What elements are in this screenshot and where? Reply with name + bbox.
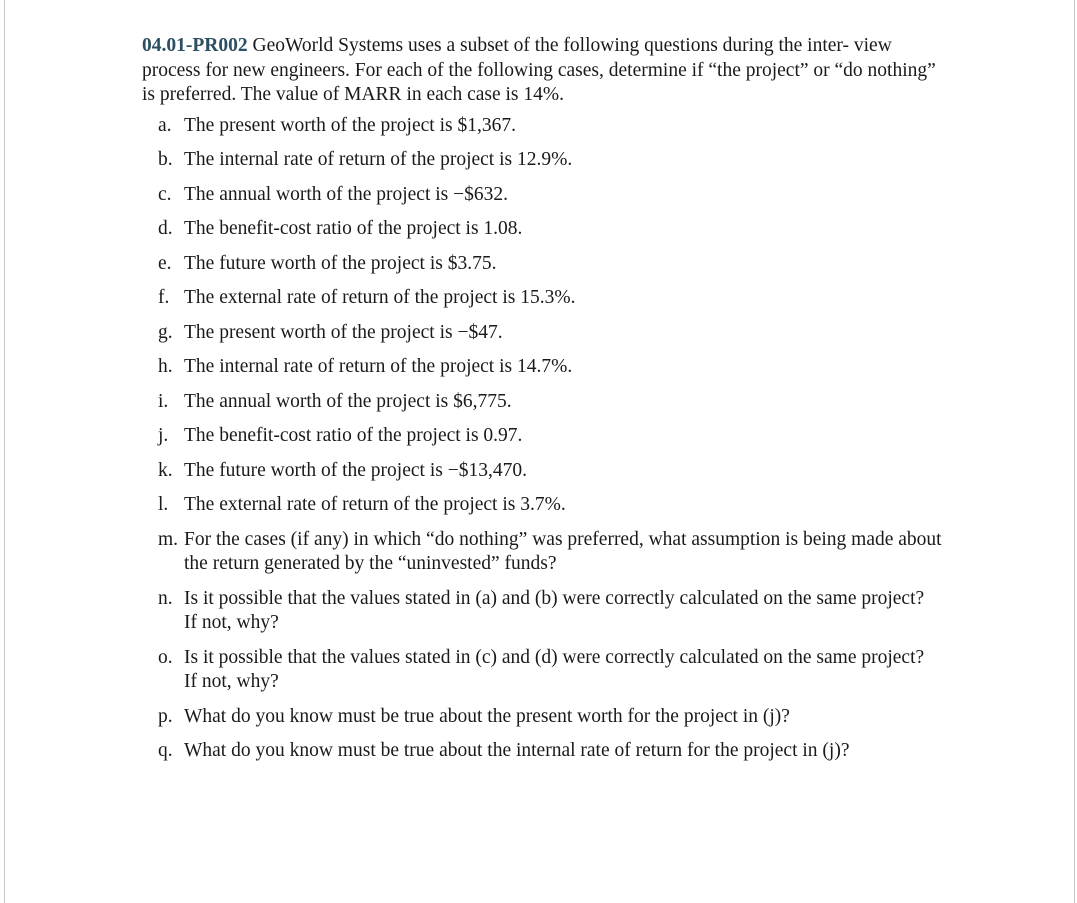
question-label: k. (158, 459, 173, 481)
question-item (142, 286, 942, 311)
question-text: Is it possible that the values stated in (a) and (b) were correctly calculated on the same project? If not, why? (184, 587, 925, 633)
question-label: q. (158, 740, 173, 761)
question-text: The future worth of the project is −$13,470. (184, 459, 527, 481)
problem-intro (142, 34, 942, 108)
question-text: What do you know must be true about the internal rate of return for the project in (j)? (184, 740, 850, 761)
question-text: What do you know must be true about the present worth for the project in (j)? (184, 705, 790, 727)
question-text: The future worth of the project is $3.75. (184, 252, 497, 274)
question-list (142, 114, 942, 764)
question-item (142, 587, 942, 636)
question-item (142, 705, 942, 730)
question-label: d. (158, 218, 173, 239)
question-text: The benefit-cost ratio of the project is 0.97. (184, 425, 523, 446)
question-text: The external rate of return of the project is 15.3%. (184, 287, 576, 308)
question-item (142, 148, 942, 173)
question-label: n. (158, 587, 173, 609)
question-text: The present worth of the project is $1,367. (184, 114, 516, 136)
question-item (142, 528, 942, 577)
question-label: i. (158, 390, 169, 412)
question-text: The present worth of the project is −$47. (184, 321, 503, 343)
question-label: g. (158, 321, 173, 343)
question-item (142, 321, 942, 346)
question-text: The internal rate of return of the project is 14.7%. (184, 356, 573, 377)
question-item (142, 183, 942, 208)
question-item (142, 217, 942, 242)
question-label: l. (158, 494, 169, 515)
question-item (142, 424, 942, 449)
question-label: b. (158, 149, 173, 170)
question-item (142, 355, 942, 380)
question-label: f. (158, 287, 170, 308)
question-item (142, 252, 942, 277)
question-text: Is it possible that the values stated in (c) and (d) were correctly calculated on the same project? If not, why? (184, 646, 925, 692)
question-text: The annual worth of the project is $6,775. (184, 390, 512, 412)
question-label: j. (158, 425, 169, 446)
question-label: h. (158, 356, 173, 377)
question-text: For the cases (if any) in which “do nothing” was preferred, what assumption is being made about the return generated by the “uninvested” funds? (184, 528, 942, 574)
question-label: c. (158, 183, 172, 205)
question-item (142, 390, 942, 415)
question-item (142, 459, 942, 484)
question-text: The benefit-cost ratio of the project is 1.08. (184, 218, 523, 239)
question-label: a. (158, 114, 172, 136)
question-text: The annual worth of the project is −$632. (184, 183, 508, 205)
question-text: The external rate of return of the project is 3.7%. (184, 494, 566, 515)
question-item (142, 646, 942, 695)
question-item (142, 493, 942, 518)
question-label: o. (158, 646, 173, 668)
question-label: e. (158, 252, 172, 274)
question-item (142, 114, 942, 139)
problem-id: 04.01-PR002 (142, 35, 248, 56)
problem-block (142, 34, 942, 774)
problem-intro-text: GeoWorld Systems uses a subset of the following questions during the inter- view process for new engineers. For each of the following cases, determine if “the project” or “do nothing” is preferred. The value of MARR in each case is 14%. (142, 35, 936, 105)
question-item (142, 739, 942, 764)
question-label: m. (158, 528, 179, 550)
question-text: The internal rate of return of the project is 12.9%. (184, 149, 573, 170)
question-label: p. (158, 705, 173, 727)
